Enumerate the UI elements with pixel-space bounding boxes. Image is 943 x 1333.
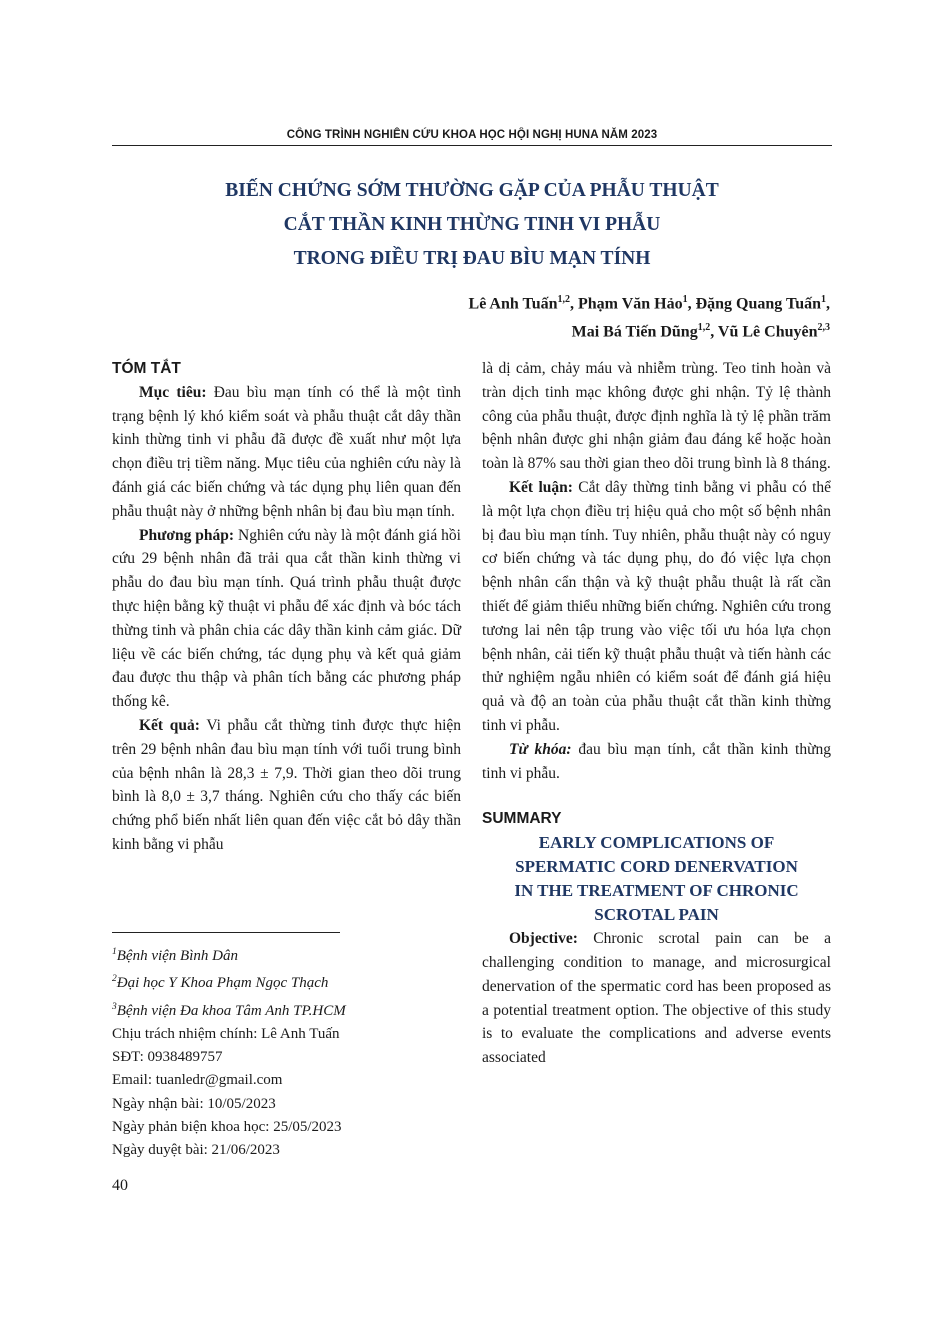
method-paragraph: Phương pháp: Nghiên cứu này là một đánh giá hồi cứu 29 bệnh nhân đã trải qua cắt thần kinh thừng vi phẫu do đau bìu mạn tính. Quá trình phẫu thuật được thực hiện bằng kỹ thuật vi phẫu để xác định và bóc tách thừng tinh và phân chia các dây thần kinh cảm giác. Dữ liệu về các biến chứng, tác dụng phụ và kết quả giảm đau được thu thập và phân tích bằng các phương pháp thống kê. [112, 526, 461, 711]
date-received: Ngày nhận bài: 10/05/2023 [112, 1095, 276, 1112]
date-reviewed: Ngày phản biện khoa học: 25/05/2023 [112, 1119, 342, 1136]
author-affiliation: 1,2 [697, 322, 711, 334]
title-line: CẮT THẦN KINH THỪNG TINH VI PHẪU [283, 214, 661, 235]
affiliation-3: $^3$Bệnh viện Đa khoa Tâm Anh TP.HCM [112, 1001, 346, 1019]
summary-heading: SUMMARY [482, 810, 562, 828]
author-affiliation: 1,2 [557, 294, 570, 305]
keywords-paragraph: Từ khóa: đau bìu mạn tính, cắt thần kinh thừng tinh vi phẫu. [482, 740, 831, 782]
english-title-line: EARLY COMPLICATIONS OF [538, 833, 775, 853]
results-continued: là dị cảm, chảy máu và nhiễm trùng. Teo tinh hoàn và tràn dịch tinh mạc không được ghi nhận. Tỷ lệ thành công của phẫu thuật, được định nghĩa là tỷ lệ phần trăm bệnh nhân được ghi nhận giảm đau đáng kể hoặc hoàn toàn là 87% sau thời gian theo dõi trung bình là 8 tháng. [482, 360, 831, 473]
footnotes [112, 941, 472, 1163]
header-rule [112, 145, 832, 146]
results-paragraph: Kết quả: Vi phẫu cắt thừng tinh được thực hiện trên 29 bệnh nhân đau bìu mạn tính với tuổi trung bình của bệnh nhân là 28,3 ± 7,9. Thời gian theo dõi trung bình là 8,0 ± 3,7 tháng. Nghiên cứu cho thấy các biến chứng phổ biến nhất liên quan đến việc cắt bỏ dây thần kinh bằng vi phẫu [112, 716, 462, 853]
english-title [482, 831, 831, 927]
affiliation-2: $^2$Đại học Y Khoa Phạm Ngọc Thạch [112, 974, 329, 992]
responsible-author: Chịu trách nhiệm chính: Lê Anh Tuấn [112, 1025, 340, 1042]
objective-en-paragraph: Objective: Chronic scrotal pain can be a challenging condition to manage, and microsurgical denervation of the spermatic cord has been proposed as a potential treatment option. The objective of this study is to evaluate the complications and adverse events associated [482, 930, 832, 1067]
author-line: Lê Anh Tuấn$^{1,2}$, Phạm Văn Hảo$^1$, Đặng Quang Tuấn$^1$, [468, 294, 830, 313]
author-name: Lê Anh Tuấn [468, 295, 558, 313]
affiliation-1: $^1$Bệnh viện Bình Dân [112, 947, 238, 964]
date-accepted: Ngày duyệt bài: 21/06/2023 [112, 1142, 280, 1159]
phone: SĐT: 0938489757 [112, 1049, 223, 1066]
footnote-rule [112, 932, 340, 933]
author-list [469, 288, 830, 345]
english-title-line: IN THE TREATMENT OF CHRONIC [514, 881, 799, 901]
english-title-line: SCROTAL PAIN [594, 905, 719, 925]
english-title-line: SPERMATIC CORD DENERVATION [515, 857, 798, 877]
title-line: TRONG ĐIỀU TRỊ ĐAU BÌU MẠN TÍNH [293, 248, 651, 269]
author-name: Mai Bá Tiến Dũng [571, 323, 698, 341]
article-title [112, 174, 832, 276]
left-column [112, 357, 461, 857]
author-affiliation: 1 [682, 294, 688, 305]
page-number: 40 [112, 1177, 128, 1194]
author-name: Đặng Quang Tuấn [695, 295, 821, 313]
right-column [482, 357, 831, 1070]
author-line: Mai Bá Tiến Dũng$^{1,2}$, Vũ Lê Chuyên$^{2,3}$ [571, 322, 830, 341]
objective-paragraph: Mục tiêu: Đau bìu mạn tính có thể là một tình trạng bệnh lý khó kiểm soát và phẫu thuật cắt dây thần kinh thừng tinh vi phẫu đã được đề xuất như một lựa chọn điều trị tiềm năng. Mục tiêu của nghiên cứu này là đánh giá các biến chứng và tác dụng phụ liên quan đến phẫu thuật này ở những bệnh nhân bị đau bìu mạn tính. [112, 383, 462, 520]
author-name: Vũ Lê Chuyên [717, 323, 818, 341]
conclusion-paragraph: Kết luận: Cắt dây thừng tinh bằng vi phẫu có thể là một lựa chọn điều trị hiệu quả cho một số bệnh nhân bị đau bìu mạn tính. Tuy nhiên, phẫu thuật này có nguy cơ biến chứng và tác dụng phụ, do đó việc lựa chọn bệnh nhân cẩn thận và kỹ thuật phẫu thuật là rất cần thiết để giảm thiểu những biến chứng. Nghiên cứu trong tương lai nên tập trung vào việc tối ưu hóa lựa chọn bệnh nhân, cải tiến kỹ thuật phẫu thuật và tiến hành các thử nghiệm ngẫu nhiên có kiểm soát để đánh giá hiệu quả và độ an toàn của phẫu thuật cắt thần kinh thừng tinh vi phẫu. [482, 478, 831, 734]
title-line: BIẾN CHỨNG SỚM THƯỜNG GẶP CỦA PHẪU THUẬT [225, 180, 719, 201]
author-affiliation: 1 [821, 294, 826, 305]
running-header: CÔNG TRÌNH NGHIÊN CỨU KHOA HỌC HỘI NGHỊ HUNA NĂM 2023 [286, 129, 658, 141]
author-name: Phạm Văn Hảo [577, 295, 683, 313]
abstract-heading: TÓM TẮT [112, 360, 181, 377]
author-affiliation: 2,3 [817, 322, 830, 334]
email: Email: tuanledr@gmail.com [112, 1072, 283, 1089]
